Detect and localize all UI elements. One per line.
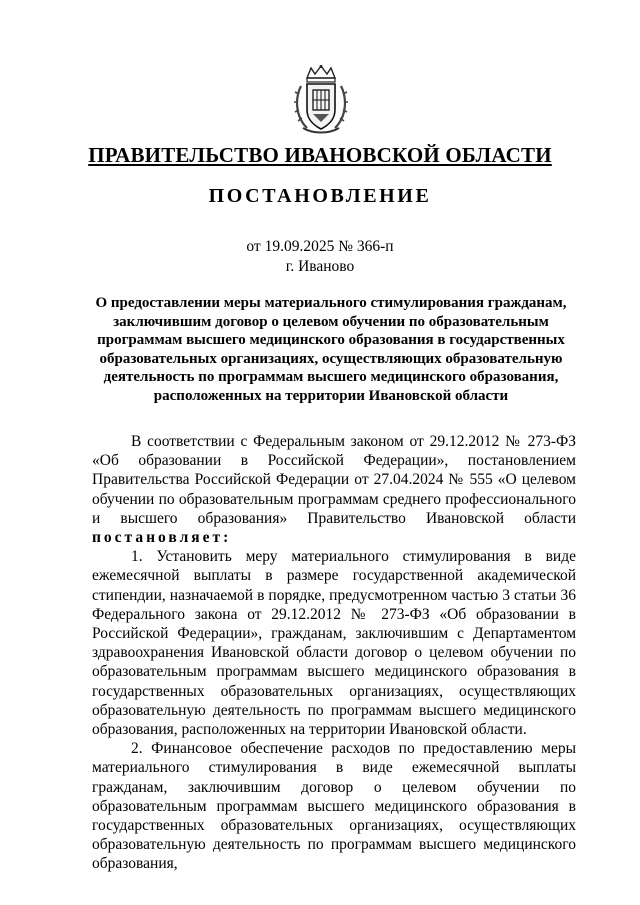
preamble-text: В соответствии с Федеральным законом от 29.12.2012 № 273-ФЗ «Об образовании в Российской Федерации», постановлением Правительства Российской Федерации от 27.04.2024 № 555 «О целевом обучении по образовательным программам среднего профессионального и высшего образования» Правительство Ивановской области <box>92 433 576 527</box>
document-subject: О предоставлении меры материального стимулирования гражданам, заключившим договор о целевом обучении по образовательным программам высшего медицинского образования в государственных образовательных организациях, осуществляющих образовательную деятельность по программам высшего медицинского образования, расположенных на территории Ивановской области <box>95 295 567 404</box>
item-paragraph-1: 1. Установить меру материального стимулирования в виде ежемесячной выплаты в размере государственной академической стипендии, назначаемой в порядке, предусмотренном частью 3 статьи 36 Федерального закона от 29.12.2012 № 273-ФЗ «Об образовании в Российской Федерации», гражданам, заключившим с Департаментом здравоохранения Ивановской области договор о целевом обучении по образовательным программам высшего медицинского образования в государственных образовательных организациях, осуществляющих образовательную деятельность по программам высшего медицинского образования, расположенных на территории Ивановской области. <box>92 548 576 739</box>
preamble-paragraph <box>92 432 576 547</box>
ivanovo-coat-of-arms-icon <box>293 64 349 136</box>
document-date-number: от 19.09.2025 № 366-п <box>246 238 394 255</box>
document-city: г. Иваново <box>285 258 355 275</box>
resolves-word: постановляет: <box>92 529 232 547</box>
item-paragraph-2: 2. Финансовое обеспечение расходов по предоставлению меры материального стимулирования в виде ежемесячной выплаты гражданам, заключившим договор о целевом обучении по образовательным программам высшего медицинского образования в государственных образовательных организациях, осуществляющих образовательную деятельность по программам высшего медицинского образования, <box>92 740 576 873</box>
document-type-title: ПОСТАНОВЛЕНИЕ <box>208 185 432 207</box>
document-body <box>92 432 576 874</box>
government-title: ПРАВИТЕЛЬСТВО ИВАНОВСКОЙ ОБЛАСТИ <box>88 143 552 167</box>
